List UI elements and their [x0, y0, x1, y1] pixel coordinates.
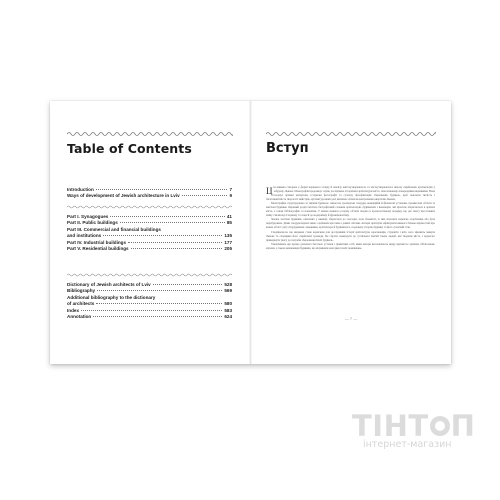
left-page [50, 101, 250, 364]
wavy-rule-top [67, 131, 233, 137]
toc-entry-page: 569 [224, 288, 232, 294]
store-logo [352, 411, 492, 450]
toc-entry-page: 85 [226, 220, 232, 226]
wavy-rule-top-right [266, 131, 436, 137]
toc-entry-page: 7 [229, 187, 232, 192]
toc-entry-title: Part V. Residential buildings [67, 246, 129, 252]
book-spread [50, 101, 451, 364]
logo-text-part-2: П [450, 409, 476, 443]
toc-entry-page: 41 [226, 214, 232, 219]
toc-leader-dots [128, 242, 222, 243]
toc-leader-dots [93, 316, 222, 317]
toc-entry-page: 205 [224, 246, 232, 252]
toc-entry-title: Index [67, 307, 79, 313]
toc-leader-dots [103, 235, 222, 236]
toc-entry-page: 528 [224, 282, 232, 287]
toc-leader-dots [153, 284, 223, 285]
wavy-separator-1 [67, 205, 232, 209]
toc-entry-title: Ways of development of Jewish architecture in Lviv [67, 193, 180, 199]
toc-group-intro [67, 187, 232, 200]
toc-entry-page: 624 [224, 314, 232, 320]
intro-paragraph-4: Сподіваємося, що видання стане корисним для дослідників історії архітектури, краєзнавців, студентів і всіх, кого цікавить минуле Львова та спадщина його єврейської громади. Це спроба повернути до суспільної пам'яті імена людей, які творили місто, і водночас привернути увагу до потреби збереження їхніх будівель. [266, 230, 435, 242]
toc-leader-dots [110, 216, 225, 217]
page-number: — 7 — [344, 316, 358, 321]
intro-paragraph-5: Уможливила цю працю допомога багатьох установ і приватних осіб, яким автори висловлюють щиру вдячність: архівам, бібліотекам, музеям, а також мешканцям будинків, що відчинили нам двері своїх помешкань. [266, 242, 435, 250]
toc-entry-title: Dictionary of Jewish architects of Lviv [67, 282, 151, 287]
toc-entry-page: 135 [224, 233, 232, 239]
logo-o-icon [430, 416, 450, 436]
toc-entry-title: Part III. Commercial and financial buildings [67, 226, 161, 232]
toc-leader-dots [96, 189, 228, 190]
toc-leader-dots [96, 303, 222, 304]
toc-group-appendices [67, 282, 232, 320]
toc-entry [67, 193, 232, 199]
intro-body [266, 186, 435, 251]
toc-entry [67, 314, 232, 320]
toc-entry-page: 9 [229, 193, 232, 199]
toc-entry [67, 246, 232, 252]
toc-entry-page: 177 [224, 239, 232, 245]
toc-leader-dots [81, 310, 222, 311]
toc-entry-title: and institutions [67, 233, 102, 239]
toc-entry-title: Part IV. Industrial buildings [67, 239, 127, 245]
logo-text-part-1: ТІНТ [352, 409, 429, 443]
toc-entry-title: Bibliography [67, 288, 96, 294]
dropcap: Ц [266, 185, 273, 196]
toc-entry-title: Introduction [67, 187, 94, 192]
toc-group-parts [67, 214, 232, 252]
toc-leader-dots [131, 248, 223, 249]
right-page [251, 101, 451, 364]
toc-leader-dots [120, 222, 225, 223]
toc-entry-title: Part I. Synagogues [67, 214, 109, 219]
toc-entry-title: Annotation [67, 314, 92, 320]
toc-leader-dots [97, 290, 222, 291]
intro-paragraph-2: Монографію структуровано за типами будівель: синагоги, громадські споруди, комерційні й фінансові установи, промислові об'єкти та житлові будинки. Окремий розділ містить біографічний словник архітекторів, будівничих і інженерів, чиї проєкти зберігаються в архівах міста, а також бібліографію та покажчик. У межах кожного розділу об'єкти подано в хронологічному порядку, що дає змогу простежити зміну стилів від історизму та сецесії до модернізму й функціоналізму. [266, 202, 435, 218]
logo-subtitle: інтернет-магазин [363, 439, 452, 450]
wavy-separator-2 [67, 273, 232, 277]
toc-entry-title: Additional bibliography to the dictionary [67, 294, 156, 300]
toc-title: Table of Contents [67, 141, 192, 156]
toc-entry-title: Part II. Public buildings [67, 220, 118, 226]
toc-entry-title: of architects [67, 301, 95, 307]
toc-entry-page: 583 [224, 307, 232, 313]
toc-entry-page: 580 [224, 301, 232, 307]
logo-wordmark [352, 411, 492, 441]
intro-title: Вступ [266, 141, 309, 156]
intro-paragraph-3: Значна частина будинків, описаних у книжці, збереглася до сьогодні, хоча більшість із них втратила первісне оздоблення або була перебудована. Деякі споруди відомі лише з архівних креслень і давніх світлин. Автори прагнули зафіксувати якомога більше відомостей про кожен об'єкт: дату спорудження, замовника, архітектора й будівничого, подальшу історію будинку та його сучасний стан. [266, 218, 435, 230]
intro-paragraph-1: Ція книжка створена у формі наукового огляду й аналізу житлоутворюючого та містоутворюючого внеску єврейських архітекторів у забудову Львова. Монографія продовжує серію досліджень історичної архітектури міста, започатковану попередніми виданнями. Вона поєднує архівні матеріали, історичні фотографії та сучасну фотофіксацію збережених будівель, щоб показати тяглість і багатоманітність творчості майстрів, архітектура яких досі визначає обличчя центральних кварталів Львова. [266, 185, 435, 202]
toc-leader-dots [182, 195, 228, 196]
